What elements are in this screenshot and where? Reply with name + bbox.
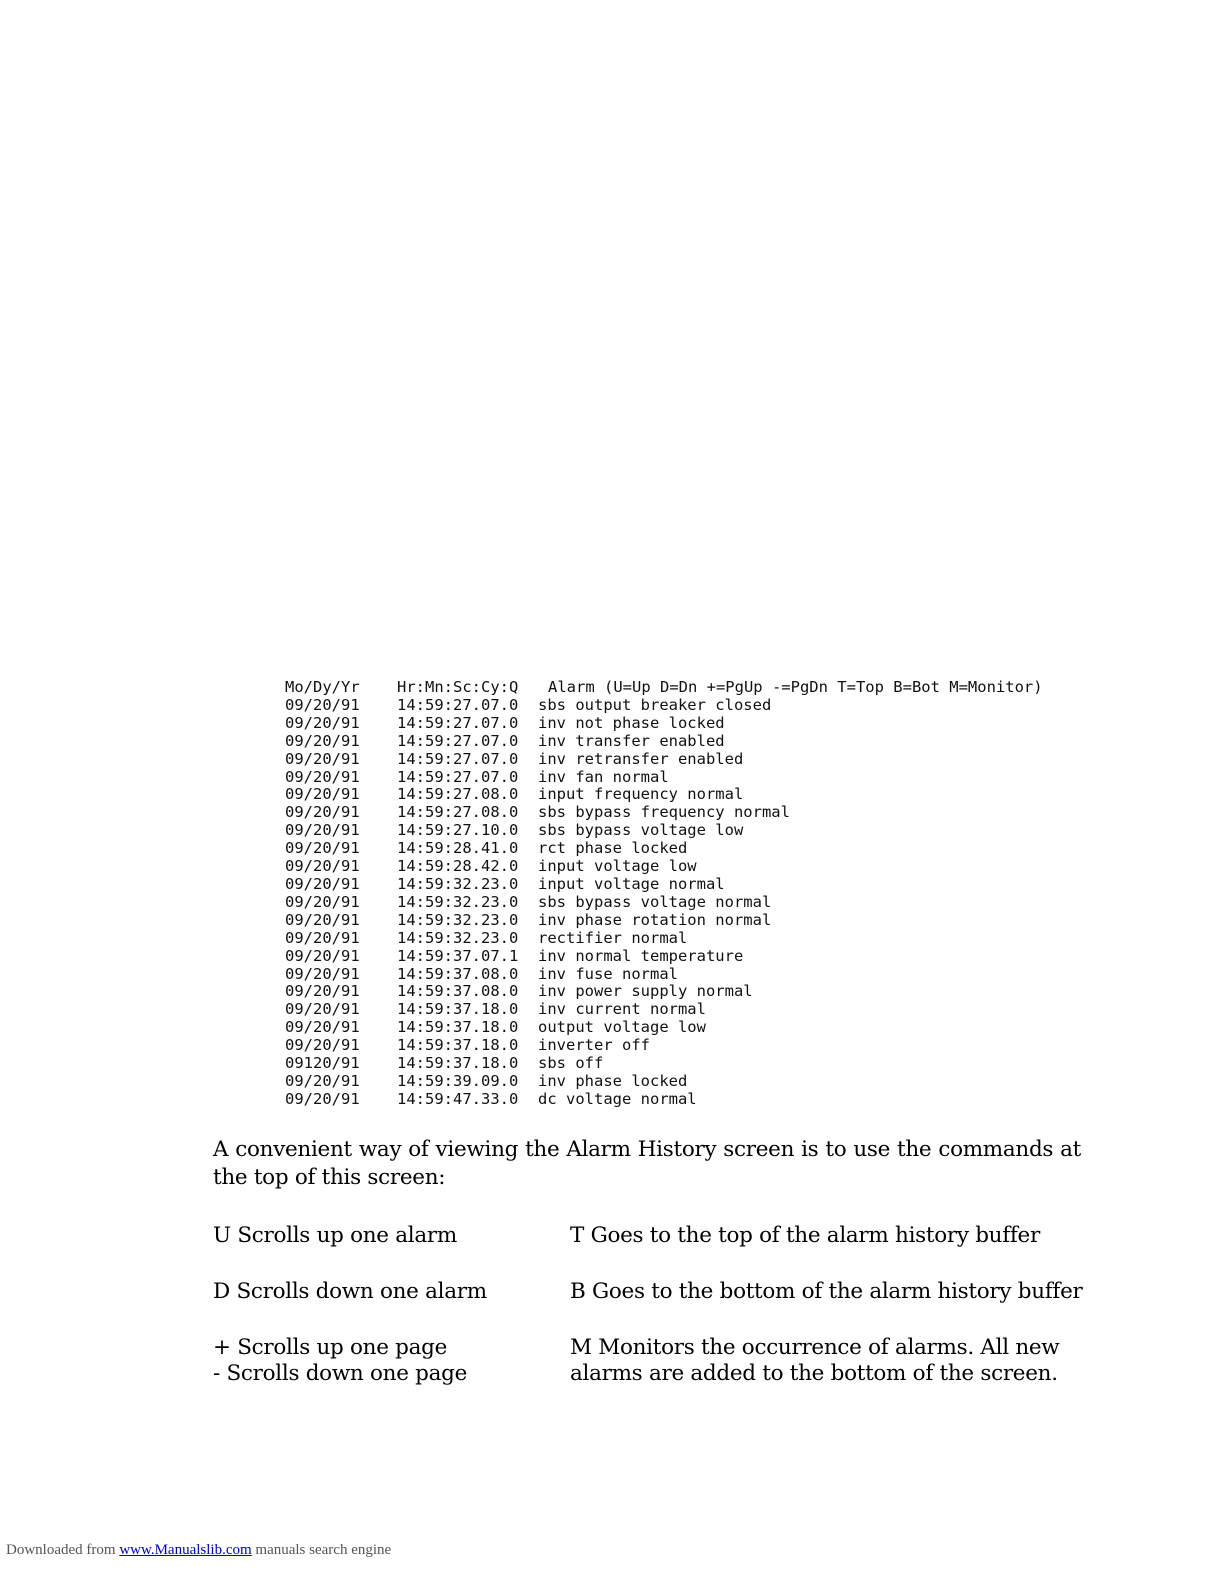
alarm-date: 09/20/91 <box>285 1036 360 1055</box>
command-m-description-line2: alarms are added to the bottom of the screen. <box>570 1361 1058 1386</box>
alarm-message: inv current normal <box>538 1000 706 1019</box>
alarm-time: 14:59:37.08.0 <box>397 982 519 1001</box>
alarm-message: inv phase locked <box>538 1071 688 1090</box>
alarm-time: 14:59:27.10.0 <box>397 821 519 840</box>
alarm-message: inv fuse normal <box>538 964 678 983</box>
alarm-date: 09/20/91 <box>285 749 360 768</box>
alarm-table-header <box>285 679 1043 697</box>
page-footer <box>6 1542 391 1559</box>
alarm-date: 09/20/91 <box>285 731 360 750</box>
alarm-time: 14:59:37.18.0 <box>397 1054 519 1073</box>
command-b-description: B Goes to the bottom of the alarm history buffer <box>570 1279 1083 1304</box>
alarm-message: inv transfer enabled <box>538 731 725 750</box>
alarm-date: 09/20/91 <box>285 892 360 911</box>
alarm-date: 09/20/91 <box>285 1018 360 1037</box>
alarm-message: inv power supply normal <box>538 982 753 1001</box>
alarm-time: 14:59:32.23.0 <box>397 874 519 893</box>
alarm-time: 14:59:32.23.0 <box>397 892 519 911</box>
intro-paragraph: A convenient way of viewing the Alarm History screen is to use the commands at the top of this screen: <box>213 1137 1081 1190</box>
alarm-row <box>285 1019 1043 1037</box>
alarm-row <box>285 876 1043 894</box>
alarm-row <box>285 751 1043 769</box>
alarm-message: sbs off <box>538 1054 604 1073</box>
footer-suffix: manuals search engine <box>255 1542 392 1558</box>
command-u-description: U Scrolls up one alarm <box>213 1223 457 1248</box>
alarm-row <box>285 1073 1043 1091</box>
alarm-row <box>285 769 1043 787</box>
alarm-row <box>285 822 1043 840</box>
alarm-rows <box>285 697 1043 1109</box>
alarm-date: 09/20/91 <box>285 839 360 858</box>
alarm-row <box>285 1037 1043 1055</box>
alarm-date: 09/20/91 <box>285 857 360 876</box>
alarm-message: sbs bypass frequency normal <box>538 803 790 822</box>
alarm-time: 14:59:32.23.0 <box>397 928 519 947</box>
alarm-message: output voltage low <box>538 1018 706 1037</box>
time-column-header: Hr:Mn:Sc:Cy:Q <box>397 678 519 696</box>
alarm-date: 09/20/91 <box>285 1071 360 1090</box>
command-m-description-line1: M Monitors the occurrence of alarms. All new <box>570 1335 1060 1360</box>
alarm-row <box>285 983 1043 1001</box>
alarm-row <box>285 948 1043 966</box>
alarm-row <box>285 840 1043 858</box>
alarm-time: 14:59:32.23.0 <box>397 910 519 929</box>
manualslib-link[interactable]: www.Manualslib.com <box>119 1542 252 1558</box>
alarm-row <box>285 804 1043 822</box>
command-t-description: T Goes to the top of the alarm history buffer <box>570 1223 1040 1248</box>
alarm-message: inv phase rotation normal <box>538 910 772 929</box>
alarm-message: inv not phase locked <box>538 713 725 732</box>
alarm-message: input voltage low <box>538 857 697 876</box>
alarm-time: 14:59:27.07.0 <box>397 731 519 750</box>
alarm-row <box>285 858 1043 876</box>
alarm-time: 14:59:37.08.0 <box>397 964 519 983</box>
alarm-time: 14:59:28.41.0 <box>397 839 519 858</box>
footer-prefix: Downloaded from <box>6 1542 116 1558</box>
alarm-date: 09/20/91 <box>285 1000 360 1019</box>
alarm-time: 14:59:27.08.0 <box>397 785 519 804</box>
alarm-date: 09/20/91 <box>285 910 360 929</box>
alarm-row <box>285 786 1043 804</box>
alarm-time: 14:59:28.42.0 <box>397 857 519 876</box>
alarm-time: 14:59:27.07.0 <box>397 695 519 714</box>
alarm-date: 09/20/91 <box>285 767 360 786</box>
alarm-message: sbs bypass voltage low <box>538 821 744 840</box>
alarm-time: 14:59:37.18.0 <box>397 1000 519 1019</box>
alarm-message: sbs output breaker closed <box>538 695 772 714</box>
alarm-row <box>285 912 1043 930</box>
alarm-message: input frequency normal <box>538 785 744 804</box>
alarm-date: 09/20/91 <box>285 928 360 947</box>
alarm-row <box>285 1055 1043 1073</box>
alarm-row <box>285 733 1043 751</box>
alarm-message: inv fan normal <box>538 767 669 786</box>
alarm-date: 09/20/91 <box>285 982 360 1001</box>
alarm-date: 09/20/91 <box>285 713 360 732</box>
alarm-message: inverter off <box>538 1036 650 1055</box>
alarm-row <box>285 715 1043 733</box>
alarm-row <box>285 1001 1043 1019</box>
alarm-date: 09/20/91 <box>285 785 360 804</box>
alarm-time: 14:59:47.33.0 <box>397 1089 519 1108</box>
alarm-time: 14:59:37.07.1 <box>397 946 519 965</box>
alarm-time: 14:59:27.07.0 <box>397 767 519 786</box>
alarm-date: 09/20/91 <box>285 946 360 965</box>
alarm-date: 09120/91 <box>285 1054 360 1073</box>
alarm-row <box>285 1091 1043 1109</box>
alarm-date: 09/20/91 <box>285 803 360 822</box>
command-d-description: D Scrolls down one alarm <box>213 1279 487 1304</box>
alarm-time: 14:59:39.09.0 <box>397 1071 519 1090</box>
alarm-history-table <box>285 679 1043 1109</box>
command-plus-description: + Scrolls up one page <box>213 1335 448 1360</box>
date-column-header: Mo/Dy/Yr <box>285 678 360 696</box>
alarm-time: 14:59:37.18.0 <box>397 1036 519 1055</box>
alarm-time: 14:59:27.07.0 <box>397 749 519 768</box>
alarm-date: 09/20/91 <box>285 964 360 983</box>
alarm-date: 09/20/91 <box>285 695 360 714</box>
alarm-row <box>285 930 1043 948</box>
alarm-message: dc voltage normal <box>538 1089 697 1108</box>
alarm-date: 09/20/91 <box>285 821 360 840</box>
alarm-time: 14:59:37.18.0 <box>397 1018 519 1037</box>
alarm-date: 09/20/91 <box>285 1089 360 1108</box>
alarm-date: 09/20/91 <box>285 874 360 893</box>
alarm-message: rct phase locked <box>538 839 688 858</box>
alarm-row <box>285 894 1043 912</box>
alarm-message: input voltage normal <box>538 874 725 893</box>
alarm-column-header: Alarm (U=Up D=Dn +=PgUp -=PgDn T=Top B=Bot M=Monitor) <box>548 678 1043 696</box>
alarm-time: 14:59:27.08.0 <box>397 803 519 822</box>
alarm-time: 14:59:27.07.0 <box>397 713 519 732</box>
alarm-message: sbs bypass voltage normal <box>538 892 772 911</box>
alarm-row <box>285 966 1043 984</box>
alarm-message: inv retransfer enabled <box>538 749 744 768</box>
command-minus-description: - Scrolls down one page <box>213 1361 468 1386</box>
alarm-message: rectifier normal <box>538 928 688 947</box>
alarm-row <box>285 697 1043 715</box>
alarm-message: inv normal temperature <box>538 946 744 965</box>
